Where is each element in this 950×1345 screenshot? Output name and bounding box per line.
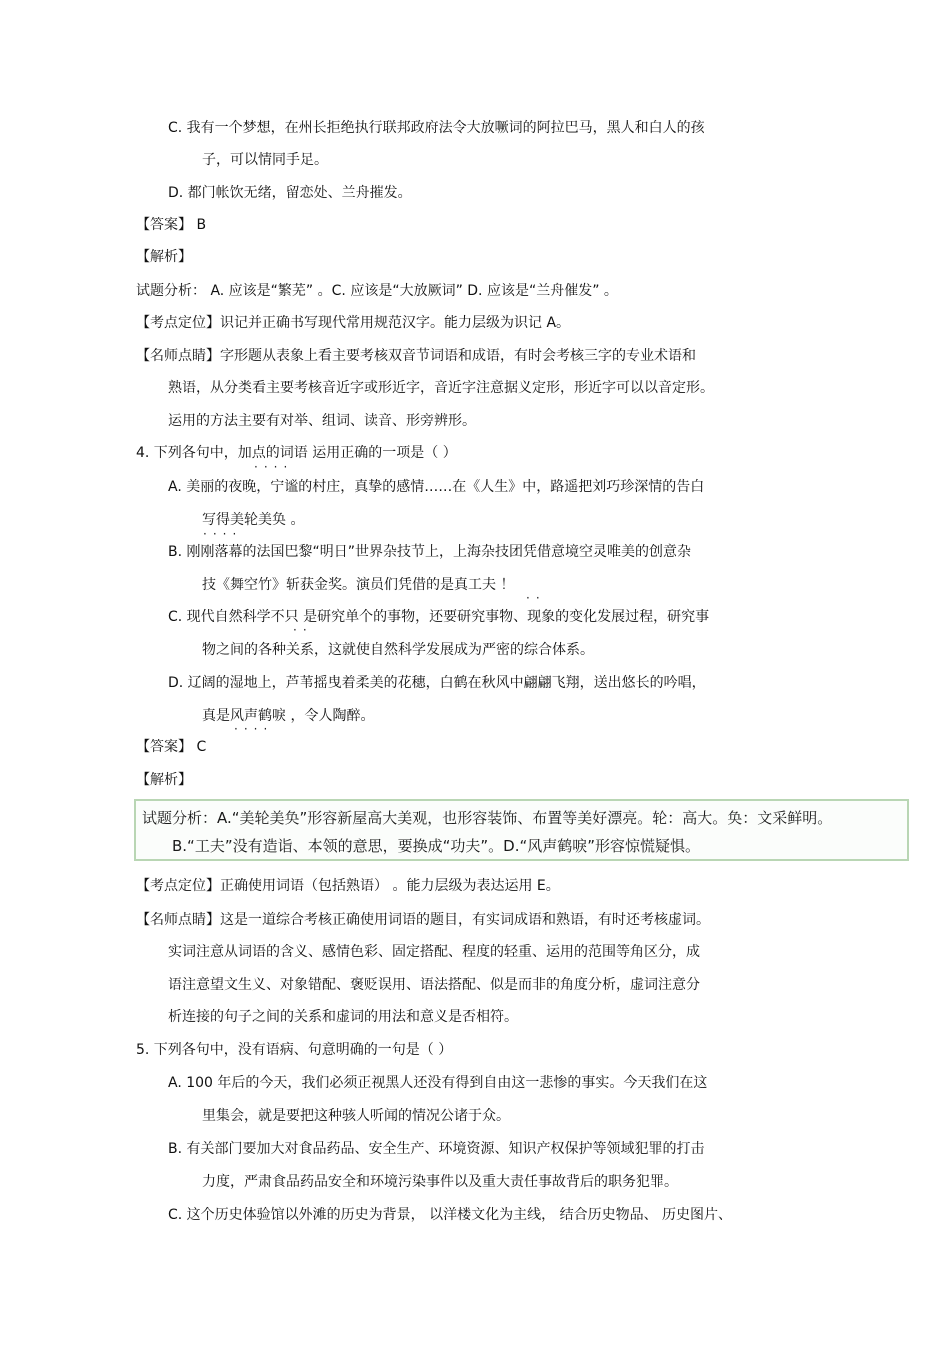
option-b-q5-line1: B. 有关部门要加大对食品药品、安全生产、环境资源、知识产权保护等领域犯罪的打击 xyxy=(168,1141,705,1157)
option-a-line2: 写得美轮美奂 。 xyxy=(202,512,305,528)
question-4-stem: 4. 下列各句中，加点的词语 运用正确的一项是（ ） xyxy=(136,445,457,461)
question-5-stem: 5. 下列各句中，没有语病、句意明确的一句是（ ） xyxy=(136,1042,453,1058)
option-d-q4-line1: D. 辽阔的湿地上，芦苇摇曳着柔美的花穗，白鹤在秋风中翩翩飞翔，送出悠长的吟唱， xyxy=(168,675,706,691)
option-d-line: D. 都门帐饮无绪，留恋处、兰舟摧发。 xyxy=(168,185,412,201)
teacher-tip-line2: 熟语，从分类看主要考核音近字或形近字，音近字注意据义定形，形近字可以以音定形。 xyxy=(168,380,714,396)
answer-label: 【答案】 B xyxy=(136,217,207,233)
option-c-q5-line1: C. 这个历史体验馆以外滩的历史为背景， 以洋楼文化为主线， 结合历史物品、 历史图片、 xyxy=(168,1207,733,1223)
option-b-q5-line2: 力度，严肃食品药品安全和环境污染事件以及重大责任事故背后的职务犯罪。 xyxy=(202,1174,678,1190)
exam-point-q4: 【考点定位】正确使用词语（包括熟语） 。能力层级为表达运用 E。 xyxy=(136,878,560,894)
teacher-tip-line3: 运用的方法主要有对举、组词、读音、形旁辨形。 xyxy=(168,413,476,429)
emphasis-dots: ···· xyxy=(203,527,243,541)
emphasis-dots: ·· xyxy=(526,591,546,605)
option-d-q4-line2: 真是风声鹤唳 ，令人陶醉。 xyxy=(202,708,375,724)
teacher-tip-q4-line1: 【名师点睛】这是一道综合考核正确使用词语的题目，有实词成语和熟语，有时还考核虚词。 xyxy=(136,912,710,928)
emphasis-dots: ·· xyxy=(293,623,313,637)
analysis-text: 试题分析： A. 应该是“繁芜” 。C. 应该是“大放厥词” D. 应该是“兰舟催发” 。 xyxy=(136,283,618,299)
answer-label-q4: 【答案】 C xyxy=(136,739,207,755)
analysis-image-row1: 试题分析：A.“美轮美奂”形容新屋高大美观，也形容装饰、布置等美好漂亮。轮：高大。奂：文采鲜明。 xyxy=(142,809,833,827)
option-a-q5-line2: 里集会，就是要把这种骇人听闻的情况公诸于众。 xyxy=(202,1108,510,1124)
analysis-label: 【解析】 xyxy=(136,249,192,265)
exam-point: 【考点定位】识记并正确书写现代常用规范汉字。能力层级为识记 A。 xyxy=(136,315,571,331)
option-c-line2: 子，可以情同手足。 xyxy=(202,152,328,168)
analysis-label-q4: 【解析】 xyxy=(136,772,192,788)
emphasis-dots: ···· xyxy=(234,722,274,736)
teacher-tip-q4-line2: 实词注意从词语的含义、感情色彩、固定搭配、程度的轻重、运用的范围等角区分，成 xyxy=(168,944,700,960)
option-a-q5-line1: A. 100 年后的今天，我们必须正视黑人还没有得到自由这一悲惨的事实。今天我们在这 xyxy=(168,1075,708,1091)
teacher-tip-line1: 【名师点睛】字形题从表象上看主要考核双音节词语和成语，有时会考核三字的专业术语和 xyxy=(136,348,696,364)
option-b-line1: B. 刚刚落幕的法国巴黎“明日”世界杂技节上，上海杂技团凭借意境空灵唯美的创意杂 xyxy=(168,544,692,560)
option-c-q4-line2: 物之间的各种关系，这就使自然科学发展成为严密的综合体系。 xyxy=(202,642,594,658)
emphasis-dots: ···· xyxy=(254,460,294,474)
option-c-q4-line1: C. 现代自然科学不只 是研究单个的事物，还要研究事物、现象的变化发展过程，研究事 xyxy=(168,609,710,625)
option-b-line2: 技《舞空竹》斩获金奖。演员们凭借的是真工夫 ！ xyxy=(202,577,515,593)
analysis-image xyxy=(134,799,909,861)
option-c-line1: C. 我有一个梦想，在州长拒绝执行联邦政府法令大放噘词的阿拉巴马，黑人和白人的孩 xyxy=(168,120,705,136)
teacher-tip-q4-line3: 语注意望文生义、对象错配、褒贬误用、语法搭配、似是而非的角度分析，虚词注意分 xyxy=(168,977,700,993)
analysis-image-row2: B.“工夫”没有造诣、本领的意思，要换成“功夫”。D.“风声鹤唳”形容惊慌疑惧。 xyxy=(172,837,701,855)
teacher-tip-q4-line4: 析连接的句子之间的关系和虚词的用法和意义是否相符。 xyxy=(168,1009,518,1025)
option-a-line1: A. 美丽的夜晚，宁谧的村庄，真挚的感情……在《人生》中，路遥把刘巧珍深情的告白 xyxy=(168,479,705,495)
